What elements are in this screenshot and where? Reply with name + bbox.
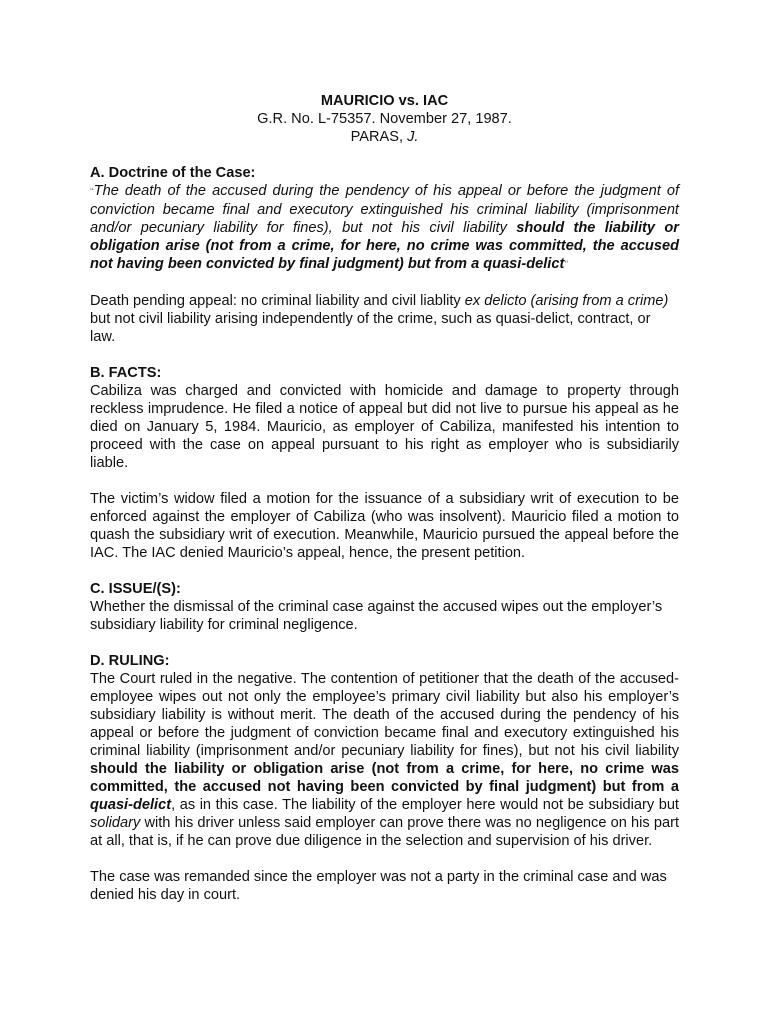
doctrine-note-end: but not civil liability arising independently of the crime, such as quasi-delict, contract, or law. [90,311,651,345]
ruling-text-3: with his driver unless said employer can prove there was no negligence on his part at all, that is, if he can prove due diligence in the selection and supervision of his driver. [90,815,679,849]
facts-paragraph-1: Cabiliza was charged and convicted with homicide and damage to property through reckless imprudence. He filed a notice of appeal but did not live to pursue his appeal as he died on January 5, 1984. Mauricio, as employer of Cabiliza, manifested his intention to proceed with the case on appeal pursuant to his right as employer who is subsidiarily liable. [90,383,679,471]
ponente-name: PARAS, [350,129,408,145]
document-page [90,92,679,904]
ruling-text-1: The Court ruled in the negative. The contention of petitioner that the death of the accused-employee wipes out not only the employee’s primary civil liability but also his employer’s subsidiary liability is without merit. The death of the accused during the pendency of his appeal or before the judgment of conviction became final and executory extinguished his criminal liability (imprisonment and/or pecuniary liability for fines), but not his civil liability [90,671,679,759]
ruling-closing: The case was remanded since the employer was not a party in the criminal case and was denied his day in court. [90,869,667,903]
case-title: MAURICIO vs. IAC [320,93,449,109]
facts-heading: B. FACTS: [90,365,162,381]
doctrine-quote [90,182,679,274]
open-quote: “ [90,186,94,198]
ruling-heading: D. RULING: [90,653,170,669]
doctrine-quote-bold: should the liability or obligation arise (not from a crime, for here, no crime was committed, the accused not having been convicted by final judgment) but from a quasi-delict [90,220,679,272]
case-header [90,92,679,146]
close-quote: ” [564,259,569,271]
ruling-text-2: , as in this case. The liability of the employer here would not be subsidiary but [171,797,679,813]
doctrine-note-start: Death pending appeal: no criminal liability and civil liablity [90,293,465,309]
doctrine-heading: A. Doctrine of the Case: [90,165,256,181]
facts-paragraph-2: The victim’s widow filed a motion for the issuance of a subsidiary writ of execution to be enforced against the employer of Cabiliza (who was insolvent). Mauricio filed a motion to quash the subsidiary writ of execution. Meanwhile, Mauricio pursued the appeal before the IAC. The IAC denied Mauricio’s appeal, hence, the present petition. [90,491,679,561]
ruling-bold-text: should the liability or obligation arise (not from a crime, for here, no crime was committed, the accused not having been convicted by final judgment) but from a [90,761,679,795]
issue-heading: C. ISSUE/(S): [90,581,181,597]
ruling-bold-italic-text: quasi-delict [90,797,172,813]
case-citation: G.R. No. L-75357. November 27, 1987. [257,111,512,127]
ruling-italic-text: solidary [90,815,141,831]
ruling-paragraph [90,670,679,850]
issue-text: Whether the dismissal of the criminal case against the accused wipes out the employer’s subsidiary liability for criminal negligence. [90,599,663,633]
doctrine-quote-text: The death of the accused during the pendency of his appeal or before the judgment of conviction became final and executory extinguished his criminal liability (imprisonment and/or pecuniary liability for fines), but not his civil liability [90,183,679,236]
doctrine-note-italic: ex delicto (arising from a crime) [464,293,669,309]
ponente-suffix: J. [407,129,419,145]
case-ponente [90,128,679,146]
doctrine-note [90,292,679,346]
